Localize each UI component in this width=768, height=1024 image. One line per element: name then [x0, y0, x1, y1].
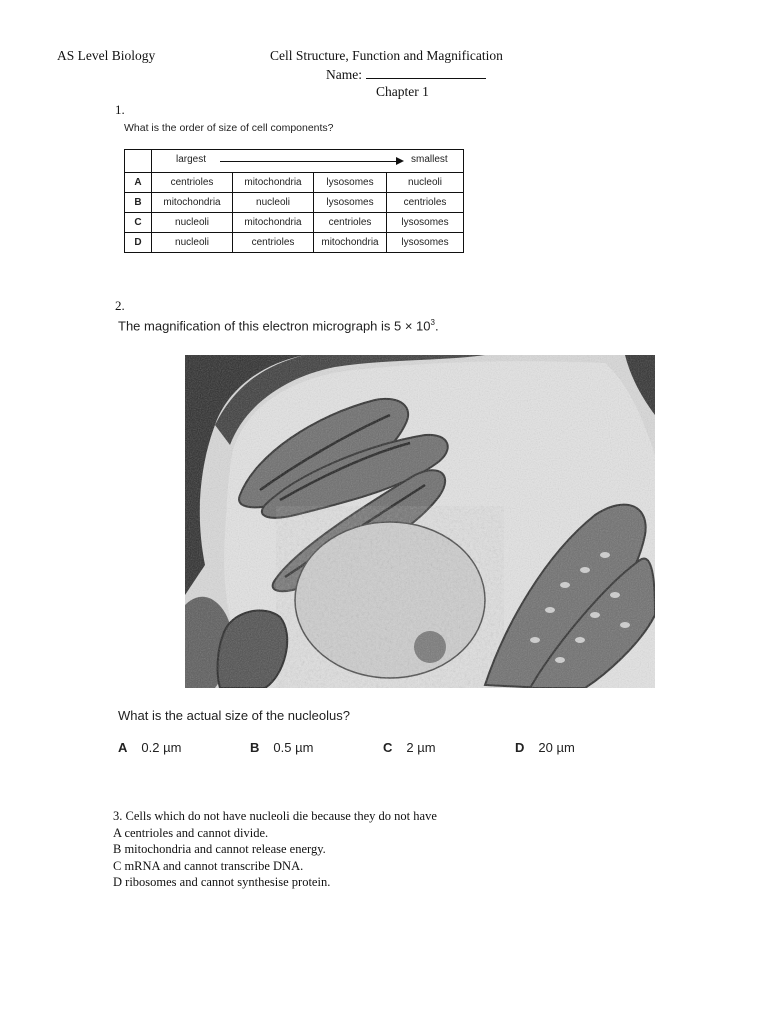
option-key: D [125, 233, 152, 253]
option-key: B [250, 740, 260, 755]
magnification-statement [118, 318, 439, 333]
document-title: Cell Structure, Function and Magnification [270, 48, 503, 63]
question-1-number: 1. [115, 102, 125, 117]
course-title: AS Level Biology [57, 48, 156, 63]
table-cell: mitochondria [152, 193, 233, 213]
magnification-suffix: . [434, 318, 439, 334]
option-key: C [383, 740, 393, 755]
option-value: 0.5 µm [273, 740, 314, 755]
question-1-text: What is the order of size of cell components? [124, 122, 334, 134]
table-cell: mitochondria [314, 233, 387, 253]
table-cell: nucleoli [152, 233, 233, 253]
option-value: 20 µm [538, 740, 575, 755]
option-value: 2 µm [406, 740, 436, 755]
table-cell: centrioles [387, 193, 464, 213]
table-cell: centrioles [233, 233, 314, 253]
table-cell: centrioles [152, 173, 233, 193]
table-header-row [125, 150, 464, 173]
table-corner-cell [125, 150, 152, 173]
size-order-table [124, 149, 464, 253]
table-cell: mitochondria [233, 173, 314, 193]
option-key: A [125, 173, 152, 193]
table-row [125, 193, 464, 213]
q2-option-d [515, 740, 575, 755]
table-cell: lysosomes [314, 193, 387, 213]
table-cell: lysosomes [387, 213, 464, 233]
arrow-right-icon [396, 157, 404, 165]
table-cell: centrioles [314, 213, 387, 233]
electron-micrograph-image [185, 355, 655, 688]
table-cell: nucleoli [233, 193, 314, 213]
question-3-stem: 3. Cells which do not have nucleoli die because they do not have [113, 809, 437, 823]
name-label: Name: [326, 67, 362, 82]
question-3 [113, 808, 437, 891]
magnification-exponent: 3 [430, 318, 435, 327]
table-cell: lysosomes [387, 233, 464, 253]
option-key: D [515, 740, 525, 755]
table-cell: lysosomes [314, 173, 387, 193]
q3-option-d: D ribosomes and cannot synthesise protein. [113, 875, 331, 889]
largest-label: largest [176, 154, 207, 165]
option-key: B [125, 193, 152, 213]
table-cell: nucleoli [152, 213, 233, 233]
arrow-line [220, 161, 398, 162]
q3-option-a: A centrioles and cannot divide. [113, 825, 269, 840]
name-blank-line [366, 66, 486, 79]
question-2-text: What is the actual size of the nucleolus? [118, 708, 350, 723]
magnification-text: The magnification of this electron micrograph is 5 × 10 [118, 318, 431, 334]
question-2-number: 2. [115, 298, 125, 313]
smallest-label: smallest [411, 154, 448, 165]
table-row [125, 233, 464, 253]
option-key: C [125, 213, 152, 233]
table-cell: mitochondria [233, 213, 314, 233]
table-row [125, 173, 464, 193]
q2-option-c [383, 740, 436, 755]
option-key: A [118, 740, 128, 755]
table-row [125, 213, 464, 233]
size-arrow-cell [152, 150, 464, 173]
q3-option-b: B mitochondria and cannot release energy. [113, 842, 326, 856]
name-field [326, 66, 486, 83]
q3-option-c: C mRNA and cannot transcribe DNA. [113, 858, 304, 873]
chapter-label: Chapter 1 [376, 84, 429, 99]
q2-option-a [118, 740, 181, 755]
q2-option-b [250, 740, 313, 755]
option-value: 0.2 µm [141, 740, 182, 755]
table-cell: nucleoli [387, 173, 464, 193]
